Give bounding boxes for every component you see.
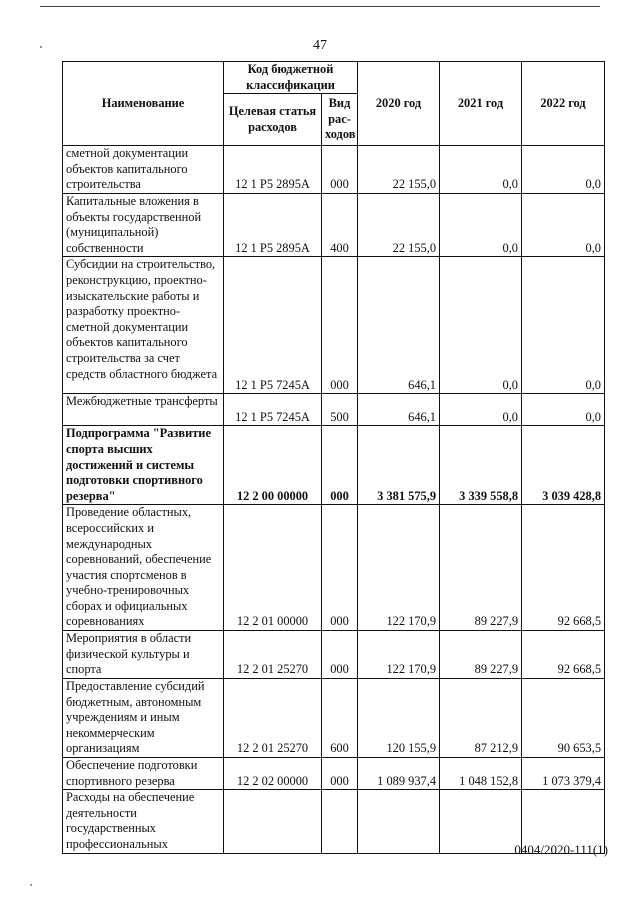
cell-2020: 122 170,9 xyxy=(358,631,440,679)
table-row xyxy=(63,426,605,505)
cell-2020: 3 381 575,9 xyxy=(358,426,440,505)
table-row xyxy=(63,193,605,256)
cell-target-article: 12 1 P5 2895A xyxy=(224,146,322,194)
cell-2022: 0,0 xyxy=(522,394,605,426)
cell-name: Субсидии на строительство, реконструкцию, проектно-изыскательские работы и разработку проектно-сметной документации объектов капитального строительства за счет средств областного бюджета xyxy=(63,257,224,394)
cell-2021: 0,0 xyxy=(440,257,522,394)
document-code: 0404/2020-111(1) xyxy=(514,842,608,857)
header-name: Наименование xyxy=(63,62,224,146)
cell-2020: 22 155,0 xyxy=(358,193,440,256)
cell-2021: 1 048 152,8 xyxy=(440,758,522,790)
cell-2020: 646,1 xyxy=(358,394,440,426)
cell-expense-type: 000 xyxy=(322,426,358,505)
cell-2022: 0,0 xyxy=(522,146,605,194)
cell-name: Мероприятия в области физической культуры и спорта xyxy=(63,631,224,679)
budget-table xyxy=(62,61,605,854)
cell-2021: 89 227,9 xyxy=(440,505,522,631)
cell-2020: 122 170,9 xyxy=(358,505,440,631)
cell-name: Предоставление субсидий бюджетным, автономным учреждениям и иным некоммерческим организациям xyxy=(63,679,224,758)
scan-speck xyxy=(30,884,32,886)
table-header xyxy=(63,62,605,146)
cell-2022: 92 668,5 xyxy=(522,505,605,631)
scan-edge-line xyxy=(40,0,600,7)
cell-target-article: 12 1 P5 7245A xyxy=(224,394,322,426)
header-expense-type: Вид рас-ходов xyxy=(322,94,358,146)
cell-target-article: 12 2 02 00000 xyxy=(224,758,322,790)
cell-2022: 0,0 xyxy=(522,257,605,394)
table-row xyxy=(63,631,605,679)
cell-2020: 1 089 937,4 xyxy=(358,758,440,790)
cell-target-article: 12 2 01 25270 xyxy=(224,631,322,679)
cell-expense-type: 000 xyxy=(322,505,358,631)
cell-name: Обеспечение подготовки спортивного резерва xyxy=(63,758,224,790)
table-row xyxy=(63,758,605,790)
cell-2022: 90 653,5 xyxy=(522,679,605,758)
cell-2022: 1 073 379,4 xyxy=(522,758,605,790)
cell-2020: 22 155,0 xyxy=(358,146,440,194)
cell-target-article: 12 1 P5 7245A xyxy=(224,257,322,394)
cell-2021: 0,0 xyxy=(440,193,522,256)
cell-2022: 0,0 xyxy=(522,193,605,256)
table-body xyxy=(63,146,605,853)
cell-expense-type: 500 xyxy=(322,394,358,426)
header-2021: 2021 год xyxy=(440,62,522,146)
cell-expense-type xyxy=(322,790,358,853)
cell-expense-type: 000 xyxy=(322,146,358,194)
cell-2021: 87 212,9 xyxy=(440,679,522,758)
header-target-article: Целевая статья расходов xyxy=(224,94,322,146)
cell-2020 xyxy=(358,790,440,853)
cell-2022: 92 668,5 xyxy=(522,631,605,679)
cell-name: сметной документации объектов капитального строительства xyxy=(63,146,224,194)
cell-target-article: 12 2 01 25270 xyxy=(224,679,322,758)
cell-2020: 120 155,9 xyxy=(358,679,440,758)
cell-2021: 89 227,9 xyxy=(440,631,522,679)
cell-expense-type: 600 xyxy=(322,679,358,758)
cell-2021: 0,0 xyxy=(440,146,522,194)
table-row xyxy=(63,679,605,758)
cell-2021: 0,0 xyxy=(440,394,522,426)
cell-expense-type: 000 xyxy=(322,257,358,394)
table-row xyxy=(63,505,605,631)
header-2020: 2020 год xyxy=(358,62,440,146)
table-row xyxy=(63,394,605,426)
cell-target-article: 12 2 00 00000 xyxy=(224,426,322,505)
table-row xyxy=(63,146,605,194)
cell-name: Подпрограмма "Развитие спорта высших достижений и системы подготовки спортивного резерва" xyxy=(63,426,224,505)
cell-2021: 3 339 558,8 xyxy=(440,426,522,505)
cell-target-article: 12 1 P5 2895A xyxy=(224,193,322,256)
page-number: 47 xyxy=(313,38,327,53)
cell-2020: 646,1 xyxy=(358,257,440,394)
header-2022: 2022 год xyxy=(522,62,605,146)
cell-2021 xyxy=(440,790,522,853)
cell-expense-type: 400 xyxy=(322,193,358,256)
cell-name: Расходы на обеспечение деятельности государственных профессиональных xyxy=(63,790,224,853)
cell-2022: 3 039 428,8 xyxy=(522,426,605,505)
cell-target-article xyxy=(224,790,322,853)
cell-expense-type: 000 xyxy=(322,758,358,790)
cell-name: Проведение областных, всероссийских и международных соревнований, обеспечение участия спортсменов в учебно-тренировочных сборах и официальных соревнованиях xyxy=(63,505,224,631)
cell-name: Межбюджетные трансферты xyxy=(63,394,224,426)
table-row xyxy=(63,257,605,394)
cell-name: Капитальные вложения в объекты государственной (муниципальной) собственности xyxy=(63,193,224,256)
cell-expense-type: 000 xyxy=(322,631,358,679)
cell-target-article: 12 2 01 00000 xyxy=(224,505,322,631)
header-kbk: Код бюджетной классификации xyxy=(224,62,358,94)
